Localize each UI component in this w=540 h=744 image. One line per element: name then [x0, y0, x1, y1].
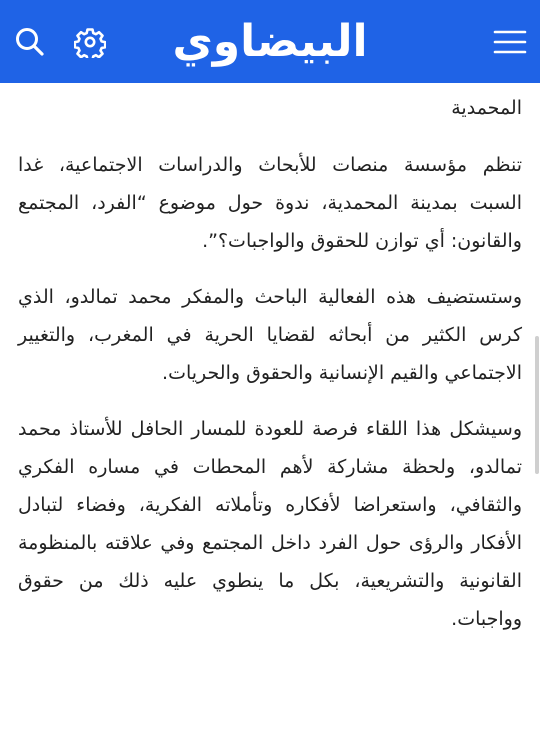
article-location: المحمدية [451, 97, 522, 119]
article-paragraph: وسيشكل هذا اللقاء فرصة للعودة للمسار الحافل للأستاذ محمد تمالدو، ولحظة مشاركة لأهم المحطات في مساره الفكري والثقافي، واستعراضا لأفكاره وتأملاته الفكرية، وفضاء لتبادل الأفكار والرؤى حول الفرد داخل المجتمع وفي علاقته بالمنظومة القانونية والتشريعية، بكل ما ينطوي عليه ذلك من حقوق وواجبات. [18, 418, 522, 630]
article-body [18, 83, 522, 638]
search-button[interactable] [12, 24, 48, 60]
top-bar [0, 0, 540, 83]
scrollbar[interactable] [535, 336, 539, 474]
site-logo[interactable]: البيضاوي [172, 15, 368, 67]
menu-icon [493, 28, 527, 56]
settings-button[interactable] [72, 24, 108, 60]
menu-button[interactable] [492, 24, 528, 60]
gear-icon [74, 26, 106, 58]
search-icon [14, 26, 46, 58]
article-paragraph: تنظم مؤسسة منصات للأبحاث والدراسات الاجتماعية، غدا السبت بمدينة المحمدية، ندوة حول موضوع “الفرد، المجتمع والقانون: أي توازن للحقوق والواجبات؟”. [18, 154, 522, 252]
article-paragraph: وستستضيف هذه الفعالية الباحث والمفكر محمد تمالدو، الذي كرس الكثير من أبحاثه لقضايا الحرية في المغرب، والتغيير الاجتماعي والقيم الإنسانية والحقوق والحريات. [18, 286, 522, 384]
